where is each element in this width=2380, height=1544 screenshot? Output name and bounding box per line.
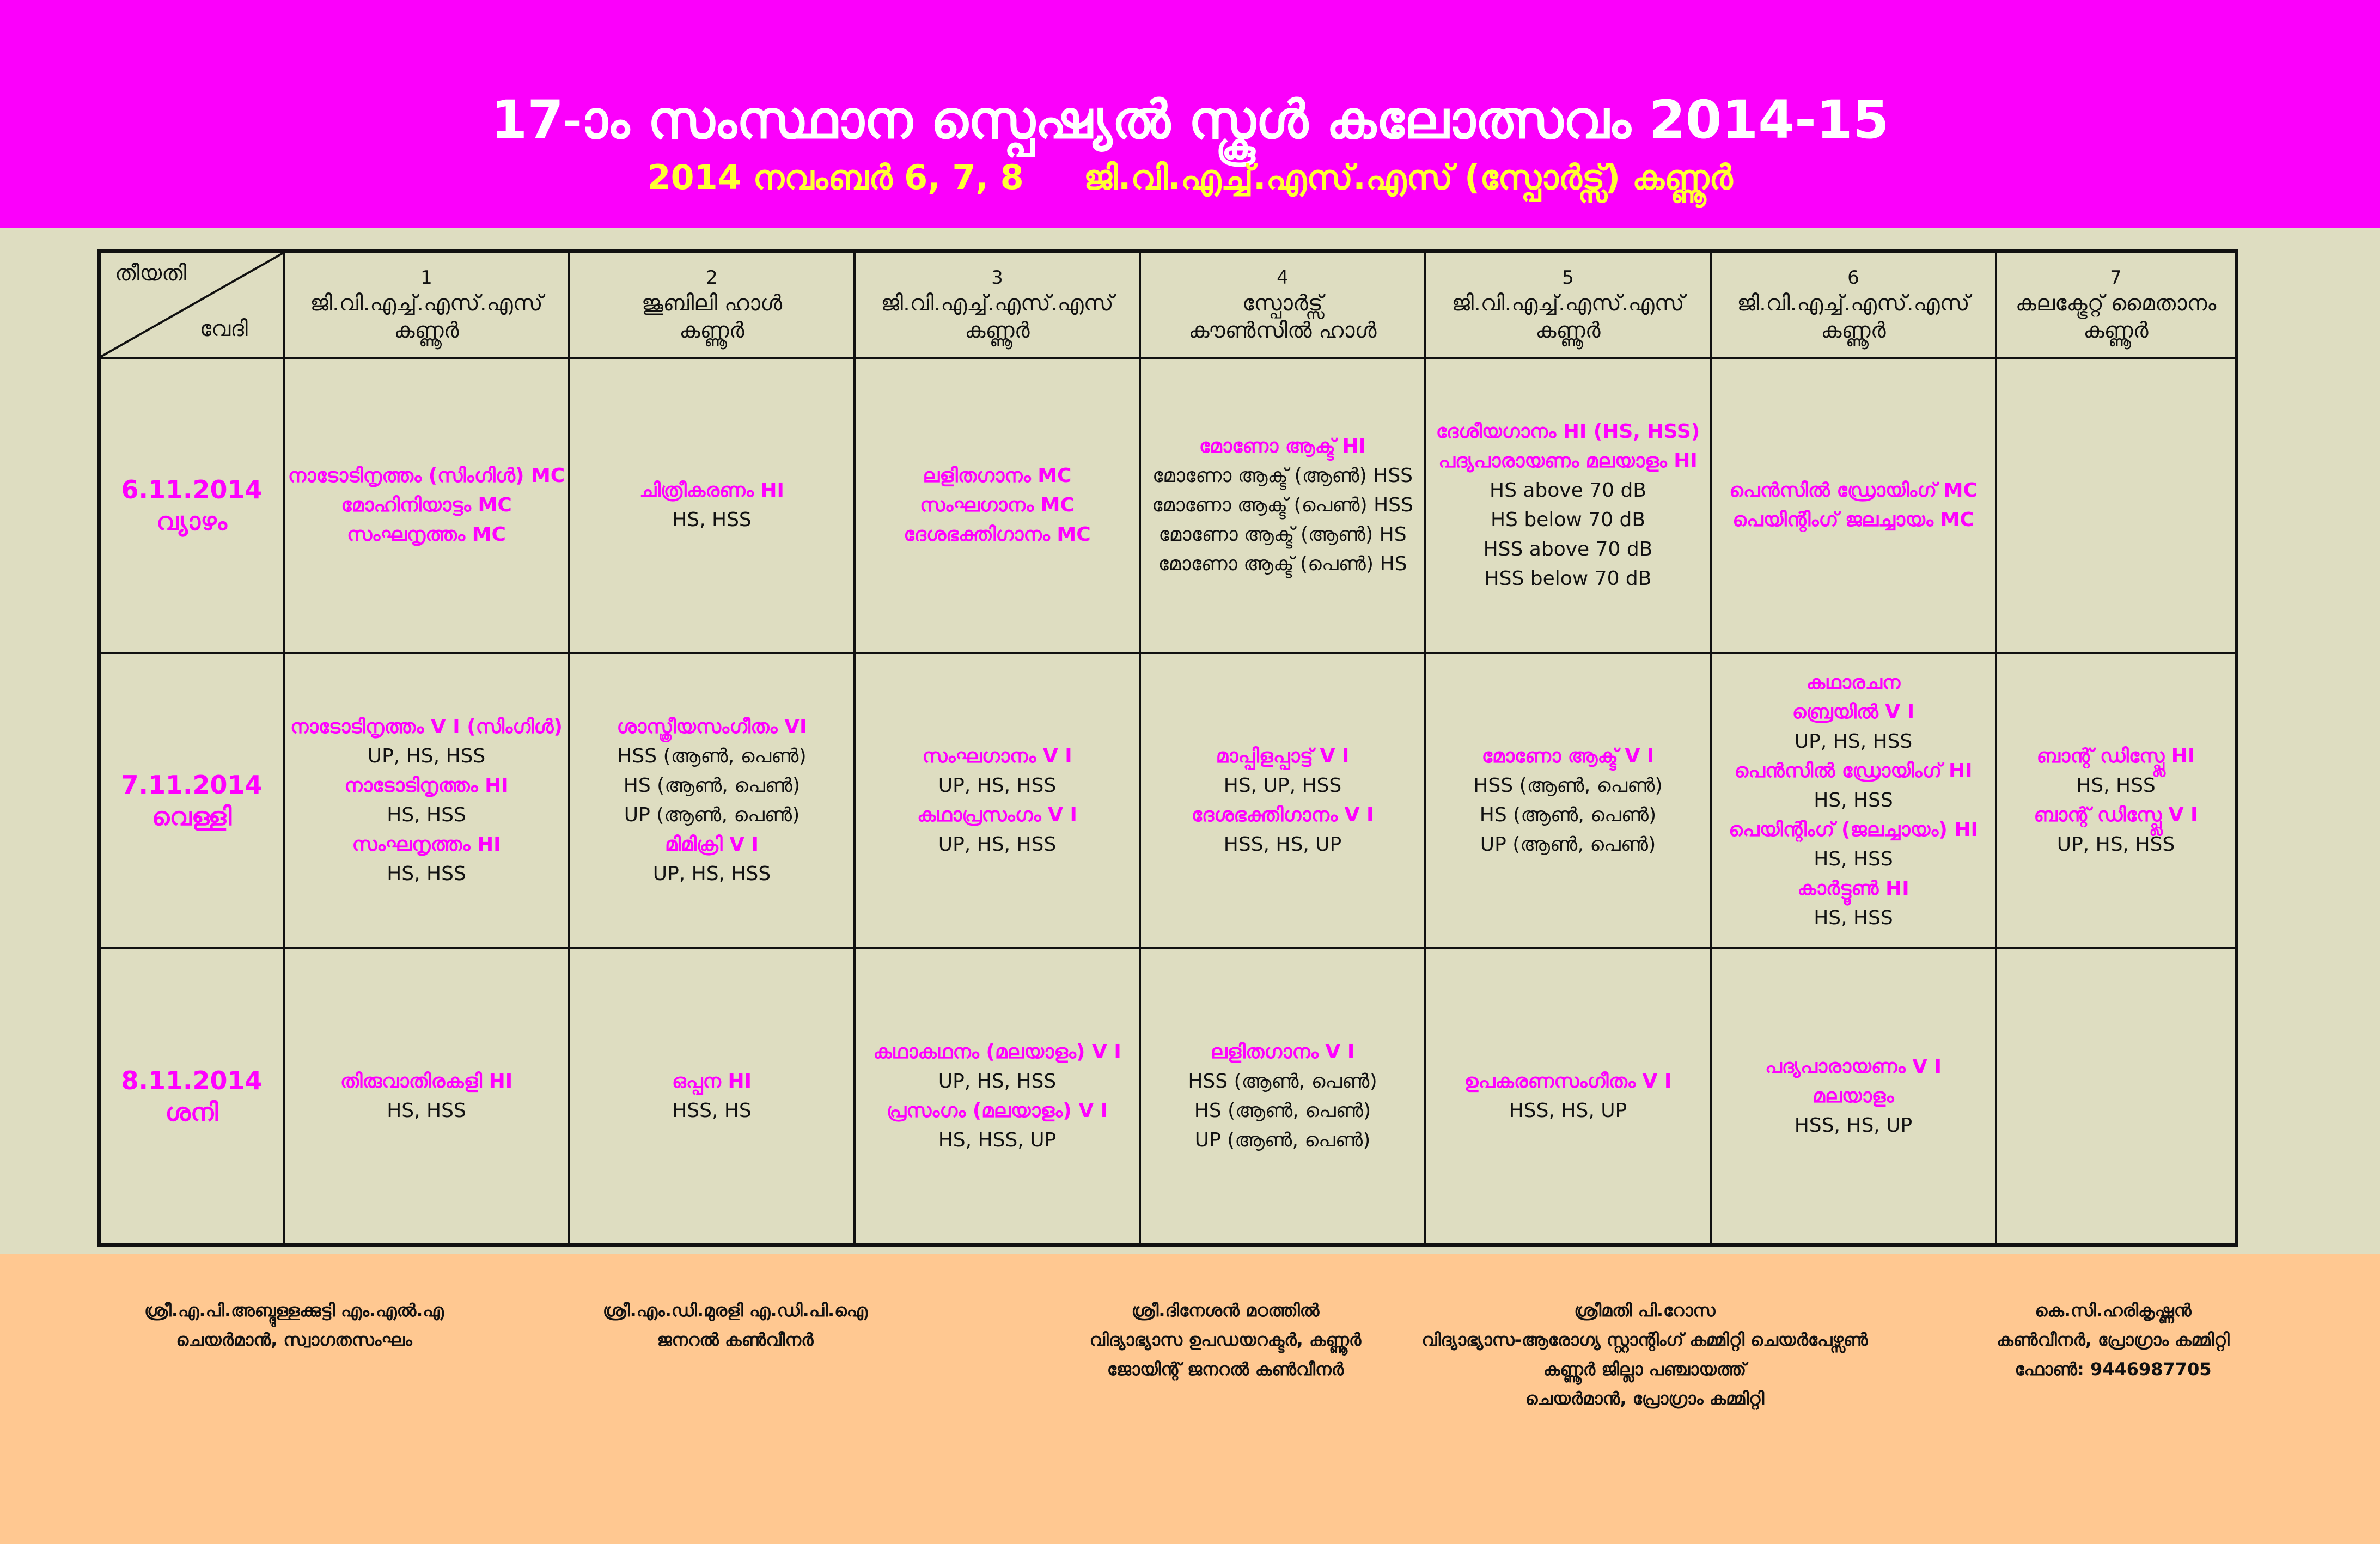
event-name: മോണോ ആക്ട് V I [1481, 745, 1655, 767]
event-category: HSS (ആൺ, പെൺ) [1473, 774, 1663, 797]
event-category: മോണോ ആക്ട് (ആൺ) HSS [1152, 465, 1413, 487]
event-category: HS below 70 dB [1490, 509, 1646, 531]
schedule-cell [285, 949, 570, 1243]
venue-number: 3 [991, 267, 1003, 289]
venue-number: 1 [420, 267, 432, 289]
schedule-cell [856, 949, 1141, 1243]
event-category: UP, HS, HSS [938, 833, 1057, 856]
event-category: മോണോ ആക്ട് (ആൺ) HS [1158, 523, 1407, 546]
schedule-cell [570, 949, 856, 1243]
signatory-role: ചെയർമാൻ, പ്രോഗ്രാം കമ്മിറ്റി [1525, 1388, 1765, 1409]
event-name: ചിത്രീകരണം HI [639, 479, 784, 502]
event-name: ഉപകരണസംഗീതം V I [1464, 1070, 1672, 1093]
schedule-cell [285, 359, 570, 654]
date-label: 8.11.2014 [121, 1066, 263, 1095]
event-name: ശാസ്ത്രീയസംഗീതം VI [617, 716, 807, 738]
venue-number: 5 [1562, 267, 1574, 289]
header-banner [0, 0, 2380, 228]
event-name: ദേശഭക്തിഗാനം MC [904, 523, 1091, 546]
table-corner-cell [101, 253, 285, 359]
event-name: ദേശീയഗാനം HI (HS, HSS) [1436, 420, 1700, 443]
venue-place: കണ്ണൂർ [1821, 318, 1886, 343]
event-name: ഒപ്പന HI [672, 1070, 752, 1093]
venue-name: ജി.വി.എച്ച്.എസ്.എസ് [1451, 291, 1685, 316]
schedule-cell [1712, 949, 1997, 1243]
signatory-name: ശ്രീമതി പി.റോസ [1574, 1300, 1716, 1321]
event-category: HS, UP, HSS [1223, 774, 1342, 797]
venue-number: 4 [1277, 267, 1289, 289]
schedule-cell [1426, 654, 1712, 949]
event-category: UP, HS, HSS [367, 745, 486, 767]
event-name: ലളിതഗാനം MC [923, 465, 1072, 487]
schedule-cell [1426, 949, 1712, 1243]
day-label: വെള്ളി [151, 802, 232, 831]
event-category: UP, HS, HSS [938, 1070, 1057, 1093]
event-venue: ജി.വി.എച്ച്.എസ്.എസ് (സ്പോർട്സ്) കണ്ണൂർ [1083, 157, 1733, 197]
event-category: UP, HS, HSS [1794, 730, 1913, 753]
venue-number: 6 [1847, 267, 1859, 289]
event-category: UP, HS, HSS [652, 863, 771, 885]
event-name: കഥാപ്രസംഗം V I [917, 804, 1077, 826]
schedule-cell [1141, 654, 1426, 949]
venue-place: കണ്ണൂർ [965, 318, 1030, 343]
event-name: ബാന്റ് ഡിസ്പ്ലേ HI [2036, 745, 2195, 767]
venue-header-5 [1426, 253, 1712, 359]
event-category: UP, HS, HSS [938, 774, 1057, 797]
event-category: HSS, HS [672, 1100, 752, 1122]
event-name: പദ്യപാരായണം V I [1765, 1055, 1942, 1078]
event-name: നാടോടിനൃത്തം (സിംഗിൾ) MC [288, 465, 565, 487]
event-category: HS, HSS [1814, 789, 1893, 811]
event-name: പെയിന്റിംഗ് ജലച്ചായം MC [1732, 509, 1974, 531]
event-category: HSS (ആൺ, പെൺ) [1188, 1070, 1377, 1093]
event-name: ദേശഭക്തിഗാനം V I [1191, 804, 1374, 826]
day-label: ശനി [165, 1097, 218, 1127]
event-name: മോണോ ആക്ട് HI [1199, 435, 1366, 457]
signatory-2 [523, 1296, 948, 1354]
signatory-role: വിദ്യാഭ്യാസ-ആരോഗ്യ സ്റ്റാന്റിംഗ് കമ്മിറ്റി ചെയർപേഴ്സൺ [1421, 1329, 1868, 1350]
event-category: HS (ആൺ, പെൺ) [1479, 804, 1657, 826]
event-name: മാപ്പിളപ്പാട്ട് V I [1216, 745, 1350, 767]
venue-place: കണ്ണൂർ [2083, 318, 2149, 343]
signatory-role: ഫോൺ: 9446987705 [2015, 1359, 2212, 1380]
footer [0, 1254, 2380, 1544]
event-category: HSS, HS, UP [1794, 1114, 1913, 1137]
event-name: കഥാകഥനം (മലയാളം) V I [873, 1041, 1121, 1063]
venue-name: കലക്ട്രേറ്റ് മൈതാനം [2015, 291, 2217, 316]
venue-header-1 [285, 253, 570, 359]
signatory-role: കൺവീനർ, പ്രോഗ്രാം കമ്മിറ്റി [1997, 1329, 2230, 1350]
schedule-cell [285, 654, 570, 949]
event-category: മോണോ ആക്ട് (പെൺ) HS [1158, 553, 1407, 575]
signatory-1 [87, 1296, 501, 1354]
event-name: തിരുവാതിരകളി HI [340, 1070, 513, 1093]
signatory-role: കണ്ണൂർ ജില്ലാ പഞ്ചായത്ത് [1543, 1359, 1747, 1380]
event-name: പെയിന്റിംഗ് (ജലച്ചായം) HI [1729, 819, 1978, 841]
event-category: മോണോ ആക്ട് (പെൺ) HSS [1152, 494, 1413, 516]
venue-place: കൗൺസിൽ ഹാൾ [1188, 318, 1377, 343]
schedule-cell [1997, 654, 2235, 949]
schedule-table [97, 249, 2238, 1247]
signatory-name: ശ്രീ.ദിനേശൻ മഠത്തിൽ [1131, 1300, 1320, 1321]
event-category: HSS (ആൺ, പെൺ) [617, 745, 807, 767]
date-label: 6.11.2014 [121, 475, 263, 504]
venue-place: കണ്ണൂർ [679, 318, 744, 343]
event-category: HSS, HS, UP [1223, 833, 1342, 856]
date-cell [101, 949, 285, 1243]
venue-number: 2 [706, 267, 718, 289]
page-title: 17-ാം സംസ്ഥാന സ്പെഷ്യൽ സ്കൂൾ കലോത്സവം 2014-15 [491, 89, 1889, 150]
event-name: സംഘനൃത്തം MC [347, 523, 506, 546]
event-name: കാർട്ടൂൺ HI [1797, 877, 1909, 900]
schedule-cell [1141, 949, 1426, 1243]
event-category: HS, HSS [672, 509, 752, 531]
event-name: സംഘഗാനം V I [922, 745, 1072, 767]
venue-header-2 [570, 253, 856, 359]
signatory-name: ശ്രീ.എ.പി.അബ്ദുള്ളക്കുട്ടി എം.എൽ.എ [144, 1300, 444, 1321]
event-category: HS (ആൺ, പെൺ) [1194, 1100, 1371, 1122]
schedule-cell [570, 359, 856, 654]
event-category: HSS, HS, UP [1509, 1100, 1627, 1122]
schedule-cell [1712, 654, 1997, 949]
date-cell [101, 359, 285, 654]
signatory-5 [1874, 1296, 2353, 1384]
venue-header-7 [1997, 253, 2235, 359]
event-category: HSS above 70 dB [1483, 538, 1653, 560]
corner-venue-label: വേദി [199, 316, 248, 341]
event-name: മോഹിനിയാട്ടം MC [341, 494, 512, 516]
signatory-4 [1372, 1296, 1917, 1413]
event-name: പദ്യപാരായണം മലയാളം HI [1438, 450, 1698, 472]
venue-name: ജി.വി.എച്ച്.എസ്.എസ് [881, 291, 1114, 316]
signatory-name: ശ്രീ.എം.ഡി.മുരളി എ.ഡി.പി.ഐ [602, 1300, 868, 1321]
event-category: HS, HSS [387, 1100, 466, 1122]
event-name: പെൻസിൽ ഡ്രോയിംഗ് MC [1729, 479, 1978, 502]
venue-header-4 [1141, 253, 1426, 359]
page-subtitle [0, 156, 2380, 199]
event-name: പ്രസംഗം (മലയാളം) V I [886, 1100, 1108, 1122]
venue-number: 7 [2110, 267, 2122, 289]
event-category: UP (ആൺ, പെൺ) [624, 804, 800, 826]
event-name: കഥാരചന [1806, 672, 1901, 694]
corner-date-label: തീയതി [115, 261, 187, 286]
schedule-cell [1997, 949, 2235, 1243]
event-category: HS above 70 dB [1490, 479, 1646, 502]
schedule-cell [856, 359, 1141, 654]
venue-header-3 [856, 253, 1141, 359]
event-name: മിമിക്രി V I [664, 833, 759, 856]
venue-place: കണ്ണൂർ [394, 318, 459, 343]
venue-name: ജി.വി.എച്ച്.എസ്.എസ് [1737, 291, 1970, 316]
venue-place: കണ്ണൂർ [1535, 318, 1601, 343]
event-dates: 2014 നവംബർ 6, 7, 8 [647, 157, 1024, 197]
event-category: HS, HSS [2076, 774, 2156, 797]
event-name: സംഘഗാനം MC [920, 494, 1075, 516]
event-category: HS, HSS [387, 863, 466, 885]
venue-header-6 [1712, 253, 1997, 359]
event-category: HS, HSS [387, 804, 466, 826]
schedule-cell [1712, 359, 1997, 654]
schedule-cell [856, 654, 1141, 949]
event-name: ബാന്റ് ഡിസ്പ്ലേ V I [2034, 804, 2198, 826]
event-category: UP, HS, HSS [2056, 833, 2175, 856]
event-category: UP (ആൺ, പെൺ) [1194, 1129, 1371, 1151]
event-category: HSS below 70 dB [1484, 567, 1652, 590]
venue-name: ജി.വി.എച്ച്.എസ്.എസ് [310, 291, 543, 316]
event-category: HS, HSS, UP [938, 1129, 1057, 1151]
signatory-role: വിദ്യാഭ്യാസ ഉപഡയറക്ടർ, കണ്ണൂർ [1089, 1329, 1362, 1350]
venue-name: സ്പോർട്സ് [1242, 291, 1323, 316]
schedule-cell [1997, 359, 2235, 654]
date-label: 7.11.2014 [121, 770, 263, 800]
event-category: HS (ആൺ, പെൺ) [623, 774, 801, 797]
signatory-role: ചെയർമാൻ, സ്വാഗതസംഘം [176, 1329, 412, 1350]
venue-name: ജൂബിലി ഹാൾ [641, 291, 783, 316]
event-name: ബ്രെയിൽ V I [1792, 701, 1915, 723]
schedule-cell [1141, 359, 1426, 654]
event-name: നാടോടിനൃത്തം V I (സിംഗിൾ) [290, 716, 563, 738]
schedule-cell [1426, 359, 1712, 654]
signatory-name: കെ.സി.ഹരികൃഷ്ണൻ [2035, 1300, 2192, 1321]
event-name: നാടോടിനൃത്തം HI [344, 774, 509, 797]
event-category: HS, HSS [1814, 848, 1893, 870]
event-name: ലളിതഗാനം V I [1210, 1041, 1355, 1063]
event-category: UP (ആൺ, പെൺ) [1480, 833, 1656, 856]
date-cell [101, 654, 285, 949]
event-name: സംഘനൃത്തം HI [352, 833, 501, 856]
event-name: മലയാളം [1813, 1085, 1894, 1107]
schedule-cell [570, 654, 856, 949]
signatory-role: ജനറൽ കൺവീനർ [657, 1329, 814, 1350]
event-category: HS, HSS [1814, 907, 1893, 929]
signatory-role: ജോയിന്റ് ജനറൽ കൺവീനർ [1107, 1359, 1344, 1380]
event-name: പെൻസിൽ ഡ്രോയിംഗ് HI [1734, 760, 1973, 782]
day-label: വ്യാഴം [156, 506, 227, 536]
